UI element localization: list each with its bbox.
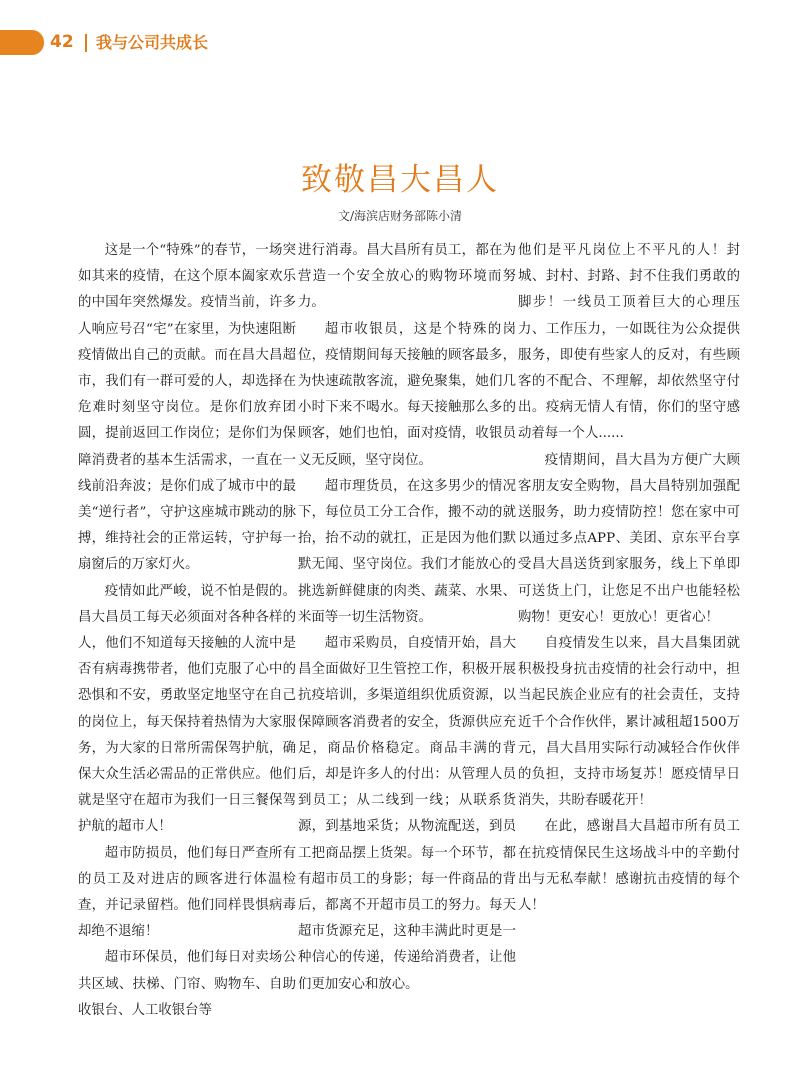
section-title: 我与公司共成长 (96, 33, 209, 52)
header-accent-bar (0, 30, 44, 55)
paragraph: 超市采购员，自疫情开始，昌大昌全面做好卫生管控工作，积极开展抗疫培训，多渠道组织优质资源，以保障顾客消费者的安全，货源供应充足，商品价格稳定。商品丰满的背后，却是许多人的付出：从管理人员到员工；从二线到一线；从联系货源，到基地采货；从物流配送，到员工把商品摆上货架。每一个环节，都有超市员工的身影；每一件商品的背后，都离不开超市员工的努力。每天超市货源充足，这种丰满此时更是一种信心的传递，传递给消费者，让他们更加安心和放心。 (298, 636, 516, 992)
paragraph: 这是一个“特殊”的春节，一场突如其来的疫情，在这个原本阖家欢乐的中国年突然爆发。疫情当前，许多人响应号召“宅”在家里，为快速阻断疫情做出自己的贡献。而在昌大昌超市，我们有一群可爱的人，却选择在危难时刻坚守岗位。是你们放弃团圆，提前返回工作岗位；是你们为保障消费者的基本生活需求，一直在一线前沿奔波；是你们成了城市中的最美“逆行者”，守护这座城市跳动的脉搏，维持社会的正常运转，守护每一扇窗后的万家灯火。 (78, 243, 296, 573)
article-title: 致敬昌大昌人 (301, 162, 499, 198)
paragraph: 超市环保员，他们每日对卖场公共区域、扶梯、门帘、购物车、自助收银台、人工收银台等 (78, 950, 296, 1018)
paragraph: 疫情期间，昌大昌为方便广大顾客朋友安全购物，昌大昌特别加强配送服务，助力疫情防控！您在家中可以通过多点APP、美团、京东平台享受昌大昌送货到家服务，线上下单即可送货上门，让您足不出户也能轻松购物！更安心！更放心！更省心！ (518, 452, 740, 625)
text-column-1 (78, 238, 296, 1024)
paragraph-continued: 他们是平凡岗位上不平凡的人！封城、封村、封路、封不住我们勇敢的脚步！一线员工顶着巨大的心理压力、工作压力，一如既往为公众提供服务，即使有些家人的反对，有些顾客的不配合、不理解，却依然坚守付出。疫病无情人有情，你们的坚守感动着每一个人...... (518, 243, 740, 442)
paragraph: 超市防损员，他们每日严查所有的员工及对进店的顾客进行体温检查，并记录留档。他们同样畏惧病毒却绝不退缩！ (78, 845, 296, 940)
page-number: 42 (50, 32, 74, 52)
text-column-2 (298, 238, 516, 998)
paragraph-continued: 进行消毒。昌大昌所有员工，都在为营造一个安全放心的购物环境而努力。 (298, 243, 516, 311)
paragraph: 自疫情发生以来，昌大昌集团就积极投身抗击疫情的社会行动中，担当起民族企业应有的社会责任，支持近千个合作伙伴，累计减租超1500万元，昌大昌用实际行动减轻合作伙伴的负担，支持市场复苏！愿疫情早日消失，共盼春暖花开！ (518, 636, 740, 809)
paragraph: 超市收银员，这是个特殊的岗位，疫情期间每天接触的顾客最多，为快速疏散客流，避免聚集，她们几小时下来不喝水。每天接触那么多的顾客，她们也怕，面对疫情，收银员义无反顾，坚守岗位。 (298, 321, 516, 468)
text-column-3 (518, 238, 740, 919)
article-byline: 文/海滨店财务部陈小清 (337, 209, 463, 223)
paragraph: 在此，感谢昌大昌超市所有员工在抗疫情保民生这场战斗中的辛勤付出与无私奉献！感谢抗击疫情的每个人！ (518, 819, 740, 914)
header-divider (85, 34, 87, 52)
paragraph: 疫情如此严峻，说不怕是假的。昌大昌员工每天必须面对各种各样的人，他们不知道每天接触的人流中是否有病毒携带者，他们克服了心中的恐惧和不安，勇敢坚定地坚守在自己的岗位上，每天保持着热情为大家服务，为大家的日常所需保驾护航，确保大众生活必需品的正常供应。他们就是坚守在超市为我们一日三餐保驾护航的超市人！ (78, 583, 296, 835)
paragraph: 超市理货员，在这多男少的情况下，每位员工分工合作，搬不动的就抬，抬不动的就扛，正是因为他们默默无闻、坚守岗位。我们才能放心的挑选新鲜健康的肉类、蔬菜、水果、米面等一切生活物资。 (298, 478, 516, 625)
